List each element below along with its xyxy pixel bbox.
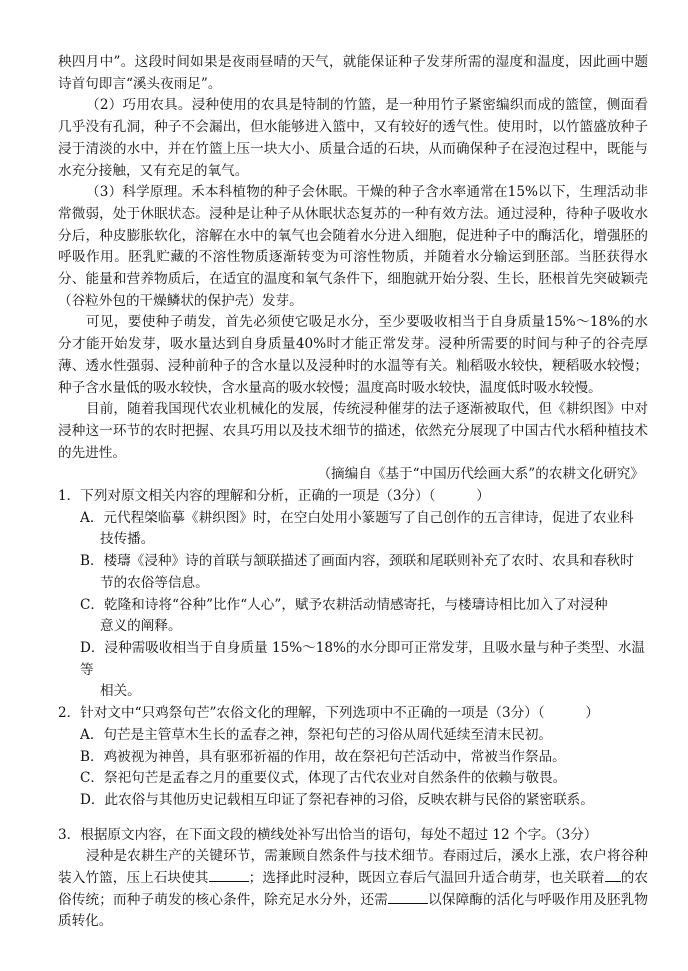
question-1-option-c[interactable] <box>58 595 648 638</box>
question-3-stem: 3．根据原文内容，在下面文段的横线处补写出恰当的语句，每处不超过 12 个字。（3分） <box>58 826 598 843</box>
fill-text: 的农俗传统；而种子萌发的核心条件，除充足水分外，还需 <box>58 870 649 908</box>
fill-text: ；选择此时浸种，既因立春后气温回升适合萌芽，也关联着 <box>248 870 605 887</box>
question-2-option-b[interactable]: B．鸡被视为神兽，具有驱邪祈福的作用，故在祭祀句芒活动中，常被当作祭品。 <box>80 748 566 765</box>
passage-source: （摘编自《基于“中国历代绘画大系”的农耕文化研究》 <box>317 466 644 483</box>
question-3-passage <box>58 846 648 933</box>
answer-blank-3[interactable] <box>388 891 428 904</box>
question-1-option-a[interactable] <box>58 508 648 551</box>
fill-text: 浸种是农耕生产的关键环节，需兼顾自然条件与技术细节。春雨过后，溪水上涨，农户将谷种装入竹篮，压上石块使其 <box>58 848 648 887</box>
option-text: C．乾隆和诗将“谷种”比作“人心”，赋予农耕活动情感寄托，与楼璹诗相比加入了对浸种 <box>80 596 608 613</box>
passage-paragraph-3: 可见，要使种子萌发，首先必须使它吸足水分，至少要吸收相当于自身质量15%～18%的水分才能开始发芽，吸水量达到自身质量40%时才能正常发芽。浸种所需要的时间与种子的谷壳厚薄、透水性强弱、浸种前种子的含水量以及浸种时的水温等有关。籼稻吸水较快，粳稻吸水较慢；种子含水量低的吸水较快，含水量高的吸水较慢；温度高时吸水较快，温度低时吸水较慢。 <box>58 314 648 396</box>
question-spacer <box>58 812 648 825</box>
question-2-option-c[interactable]: C．祭祀句芒是孟春之月的重要仪式，体现了古代农业对自然条件的依赖与敬畏。 <box>80 770 567 787</box>
answer-blank-2[interactable] <box>605 869 621 882</box>
passage-paragraph-2: （3）科学原理。禾本科植物的种子会休眠。干燥的种子含水率通常在15%以下，生理活动非常微弱，处于休眠状态。浸种是让种子从休眠状态复苏的一种有效方法。通过浸种，待种子吸收水分后，种皮膨胀软化，溶解在水中的氧气也会随着水分进入细胞，促进种子中的酶活化，增强胚的呼吸作用。胚乳贮藏的不溶性物质逐渐转变为可溶性物质，并随着水分输运到胚部。当胚获得水分、能量和营养物质后，在适宜的温度和氧气条件下，细胞就开始分裂、生长，胚根首先突破颖壳（谷粒外包的干燥鳞状的保护壳）发芽。 <box>58 184 648 309</box>
question-2-option-d[interactable]: D．此农俗与其他历史记载相互印证了祭祀春神的习俗，反映农耕与民俗的紧密联系。 <box>80 791 594 808</box>
option-text: B．楼璹《浸种》诗的首联与颔联描述了画面内容，颈联和尾联则补充了农时、农具和春秋时 <box>80 553 634 570</box>
option-text: A．元代程棨临摹《耕织图》时，在空白处用小篆题写了自己创作的五言律诗，促进了农业科 <box>80 509 634 526</box>
passage-paragraph-1: （2）巧用农具。浸种使用的农具是特制的竹篮，是一种用竹子紧密编织而成的篮筐，侧面看几乎没有孔洞，种子不会漏出，但水能够进入篮中，又有较好的透气性。使用时，以竹篮盛放种子浸于清淡的水中，并在竹篮上压一块大小、质量合适的石块，从而确保种子在浸泡过程中，既能与水充分接触，又有充足的氧气。 <box>58 97 648 179</box>
question-1-option-b[interactable] <box>58 551 648 594</box>
fill-text: 以保障酶的活化与呼吸作用及胚乳物质转化。 <box>58 891 648 930</box>
question-2-option-a[interactable]: A．句芒是主管草木生长的孟春之神，祭祀句芒的习俗从周代延续至清末民初。 <box>80 726 553 743</box>
option-text-continued: 技传播。 <box>100 531 155 548</box>
option-text-continued: 相关。 <box>100 683 141 700</box>
question-1-stem: 1．下列对原文相关内容的理解和分析，正确的一项是（3分）（ ） <box>58 488 490 505</box>
option-text: D．浸种需吸收相当于自身质量 15%～18%的水分即可正常发芽，且吸水量与种子类型、水温等 <box>80 639 646 678</box>
option-text-continued: 节的农俗等信息。 <box>100 574 209 591</box>
passage-paragraph-0: 秧四月中”。这段时间如果是夜雨昼晴的天气，就能保证种子发芽所需的湿度和温度，因此画中题诗首句即言“溪头夜雨足”。 <box>58 54 648 92</box>
question-1-option-d[interactable] <box>58 638 648 703</box>
question-2-stem: 2．针对文中“只鸡祭句芒”农俗文化的理解，下列选项中不正确的一项是（3分）（ ） <box>58 705 599 722</box>
passage-paragraph-4: 目前，随着我国现代农业机械化的发展，传统浸种催芽的法子逐渐被取代，但《耕织图》中对浸种这一环节的农时把握、农具巧用以及技术细节的描述，依然充分展现了中国古代水稻种植技术的先进性。 <box>58 401 648 461</box>
answer-blank-1[interactable] <box>209 869 249 882</box>
option-text-continued: 意义的阐释。 <box>100 618 182 635</box>
